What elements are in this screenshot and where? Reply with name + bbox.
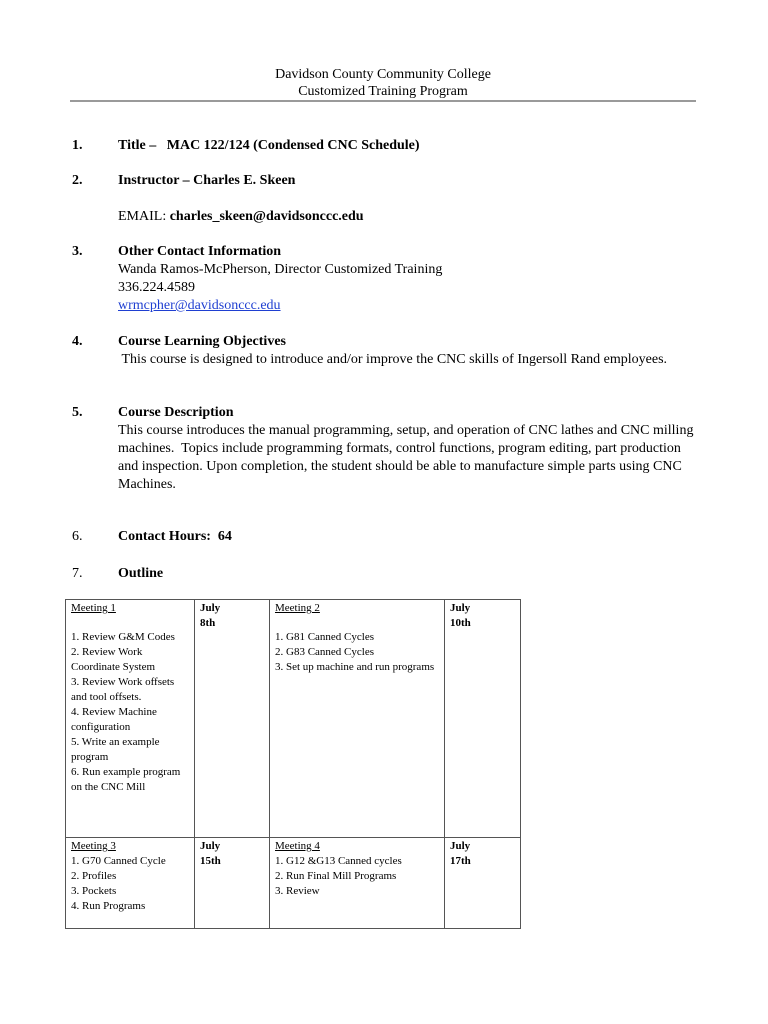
section-number: 6. bbox=[72, 529, 83, 544]
meeting-title: Meeting 1 bbox=[71, 602, 116, 614]
meeting-date bbox=[445, 600, 521, 838]
meeting-items bbox=[71, 854, 190, 914]
list-item: 3. Set up machine and run programs bbox=[275, 661, 435, 673]
list-item: 2. Run Final Mill Programs bbox=[275, 870, 397, 882]
header-divider bbox=[70, 100, 696, 102]
email-label: EMAIL: bbox=[118, 209, 170, 224]
outline-heading: Outline bbox=[118, 566, 164, 581]
list-item: 1. G81 Canned Cycles bbox=[275, 631, 374, 643]
document-header bbox=[70, 66, 696, 100]
date-day: 8th bbox=[200, 617, 216, 629]
instructor-email: charles_skeen@davidsonccc.edu bbox=[169, 209, 364, 224]
instructor-name: Instructor – Charles E. Skeen bbox=[118, 173, 296, 188]
meeting-title: Meeting 2 bbox=[275, 602, 320, 614]
contact-email-link[interactable]: wrmcpher@davidsonccc.edu bbox=[118, 298, 281, 313]
course-title: Title – MAC 122/124 (Condensed CNC Schedule) bbox=[118, 138, 420, 153]
contact-hours: Contact Hours: 64 bbox=[118, 529, 232, 544]
meeting-date bbox=[445, 838, 521, 929]
meeting-date bbox=[195, 600, 270, 838]
section-number: 5. bbox=[72, 405, 83, 420]
date-day: 15th bbox=[200, 855, 221, 867]
contact-phone: 336.224.4589 bbox=[118, 280, 195, 295]
meeting-cell bbox=[66, 600, 195, 838]
objectives-heading: Course Learning Objectives bbox=[118, 334, 286, 349]
meeting-title: Meeting 3 bbox=[71, 840, 116, 852]
list-item: 3. Pockets bbox=[71, 885, 117, 897]
list-item: 6. Run example program on the CNC Mill bbox=[71, 766, 181, 793]
contact-name: Wanda Ramos-McPherson, Director Customized Training bbox=[118, 262, 443, 277]
table-row bbox=[66, 838, 521, 929]
section-number: 1. bbox=[72, 138, 83, 153]
list-item: 2. G83 Canned Cycles bbox=[275, 646, 374, 658]
outline-table bbox=[65, 599, 521, 929]
date-day: 17th bbox=[450, 855, 471, 867]
section-number: 7. bbox=[72, 566, 83, 581]
list-item: 2. Profiles bbox=[71, 870, 117, 882]
meeting-items bbox=[275, 854, 440, 899]
meeting-cell bbox=[270, 838, 445, 929]
meeting-cell bbox=[66, 838, 195, 929]
date-day: 10th bbox=[450, 617, 471, 629]
section-number: 4. bbox=[72, 334, 83, 349]
program-name: Customized Training Program bbox=[298, 84, 468, 99]
college-name: Davidson County Community College bbox=[275, 67, 491, 82]
list-item: 1. Review G&M Codes bbox=[71, 631, 175, 643]
list-item: 4. Run Programs bbox=[71, 900, 146, 912]
meeting-title: Meeting 4 bbox=[275, 840, 320, 852]
list-item: 1. G12 &G13 Canned cycles bbox=[275, 855, 402, 867]
list-item: 4. Review Machine configuration bbox=[71, 706, 157, 733]
table-row bbox=[66, 600, 521, 838]
list-item: 2. Review Work Coordinate System bbox=[71, 646, 156, 673]
date-month: July bbox=[450, 840, 471, 852]
section-number: 3. bbox=[72, 244, 83, 259]
section-number: 2. bbox=[72, 173, 83, 188]
description-text: This course introduces the manual programming, setup, and operation of CNC lathes and CNC milling machines. Topics include programming formats, control functions, program editing, part production and inspection. Upon completion, the student should be able to manufacture simple parts using CNC Machines. bbox=[118, 423, 697, 492]
date-month: July bbox=[200, 840, 221, 852]
date-month: July bbox=[200, 602, 221, 614]
instructor-email-line bbox=[118, 208, 698, 226]
objectives-text: This course is designed to introduce and/or improve the CNC skills of Ingersoll Rand employees. bbox=[118, 352, 668, 367]
meeting-items bbox=[71, 630, 190, 795]
meeting-cell bbox=[270, 600, 445, 838]
other-contact-heading: Other Contact Information bbox=[118, 244, 282, 259]
description-heading: Course Description bbox=[118, 405, 234, 420]
list-item: 3. Review Work offsets and tool offsets. bbox=[71, 676, 175, 703]
meeting-items bbox=[275, 630, 440, 675]
date-month: July bbox=[450, 602, 471, 614]
list-item: 3. Review bbox=[275, 885, 320, 897]
list-item: 5. Write an example program bbox=[71, 736, 160, 763]
meeting-date bbox=[195, 838, 270, 929]
list-item: 1. G70 Canned Cycle bbox=[71, 855, 166, 867]
